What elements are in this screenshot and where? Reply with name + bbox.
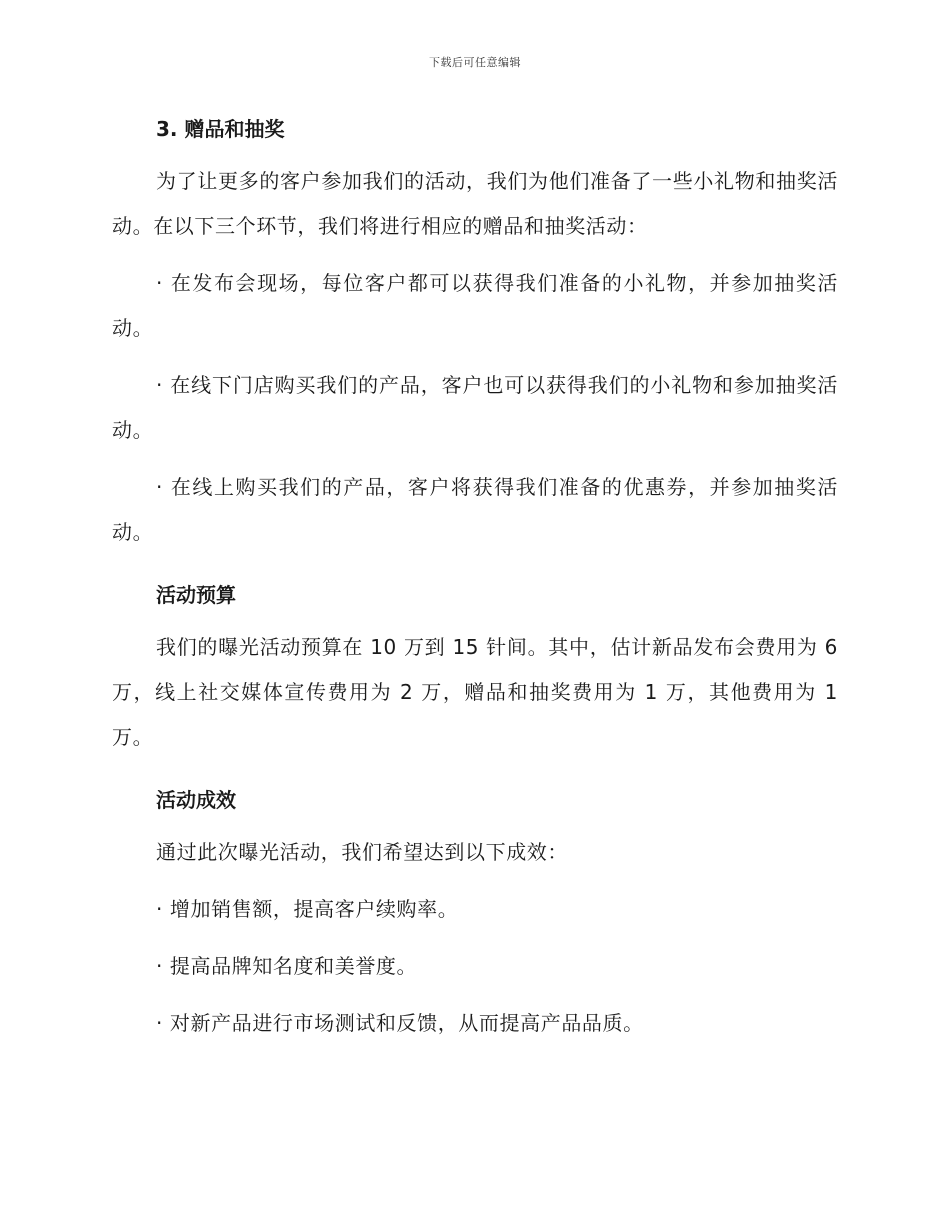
results-intro-paragraph: 通过此次曝光活动，我们希望达到以下成效：	[156, 840, 568, 864]
section-heading-gifts: 3. 赠品和抽奖	[156, 117, 285, 141]
gifts-intro-paragraph: 为了让更多的客户参加我们的活动，我们为他们准备了一些小礼物和抽奖活动。在以下三个环节，我们将进行相应的赠品和抽奖活动：	[112, 169, 838, 238]
results-bullet-2: · 提高品牌知名度和美誉度。	[156, 954, 418, 978]
section-heading-results: 活动成效	[156, 788, 236, 812]
section-heading-budget: 活动预算	[156, 583, 236, 607]
header-note: 下载后可任意编辑	[429, 56, 521, 69]
budget-paragraph: 我们的曝光活动预算在 10 万到 15 针间。其中，估计新品发布会费用为 6 万，线上社交媒体宣传费用为 2 万，赠品和抽奖费用为 1 万，其他费用为 1 万。	[112, 635, 838, 749]
results-bullet-1: · 增加销售额，提高客户续购率。	[156, 897, 459, 921]
gifts-bullet-1: · 在发布会现场，每位客户都可以获得我们准备的小礼物，并参加抽奖活动。	[112, 271, 838, 340]
document-body	[112, 112, 838, 1046]
gifts-bullet-3: · 在线上购买我们的产品，客户将获得我们准备的优惠券，并参加抽奖活动。	[112, 475, 838, 544]
gifts-bullet-2: · 在线下门店购买我们的产品，客户也可以获得我们的小礼物和参加抽奖活动。	[112, 373, 838, 442]
results-bullet-3: · 对新产品进行市场测试和反馈，从而提高产品品质。	[156, 1011, 644, 1035]
